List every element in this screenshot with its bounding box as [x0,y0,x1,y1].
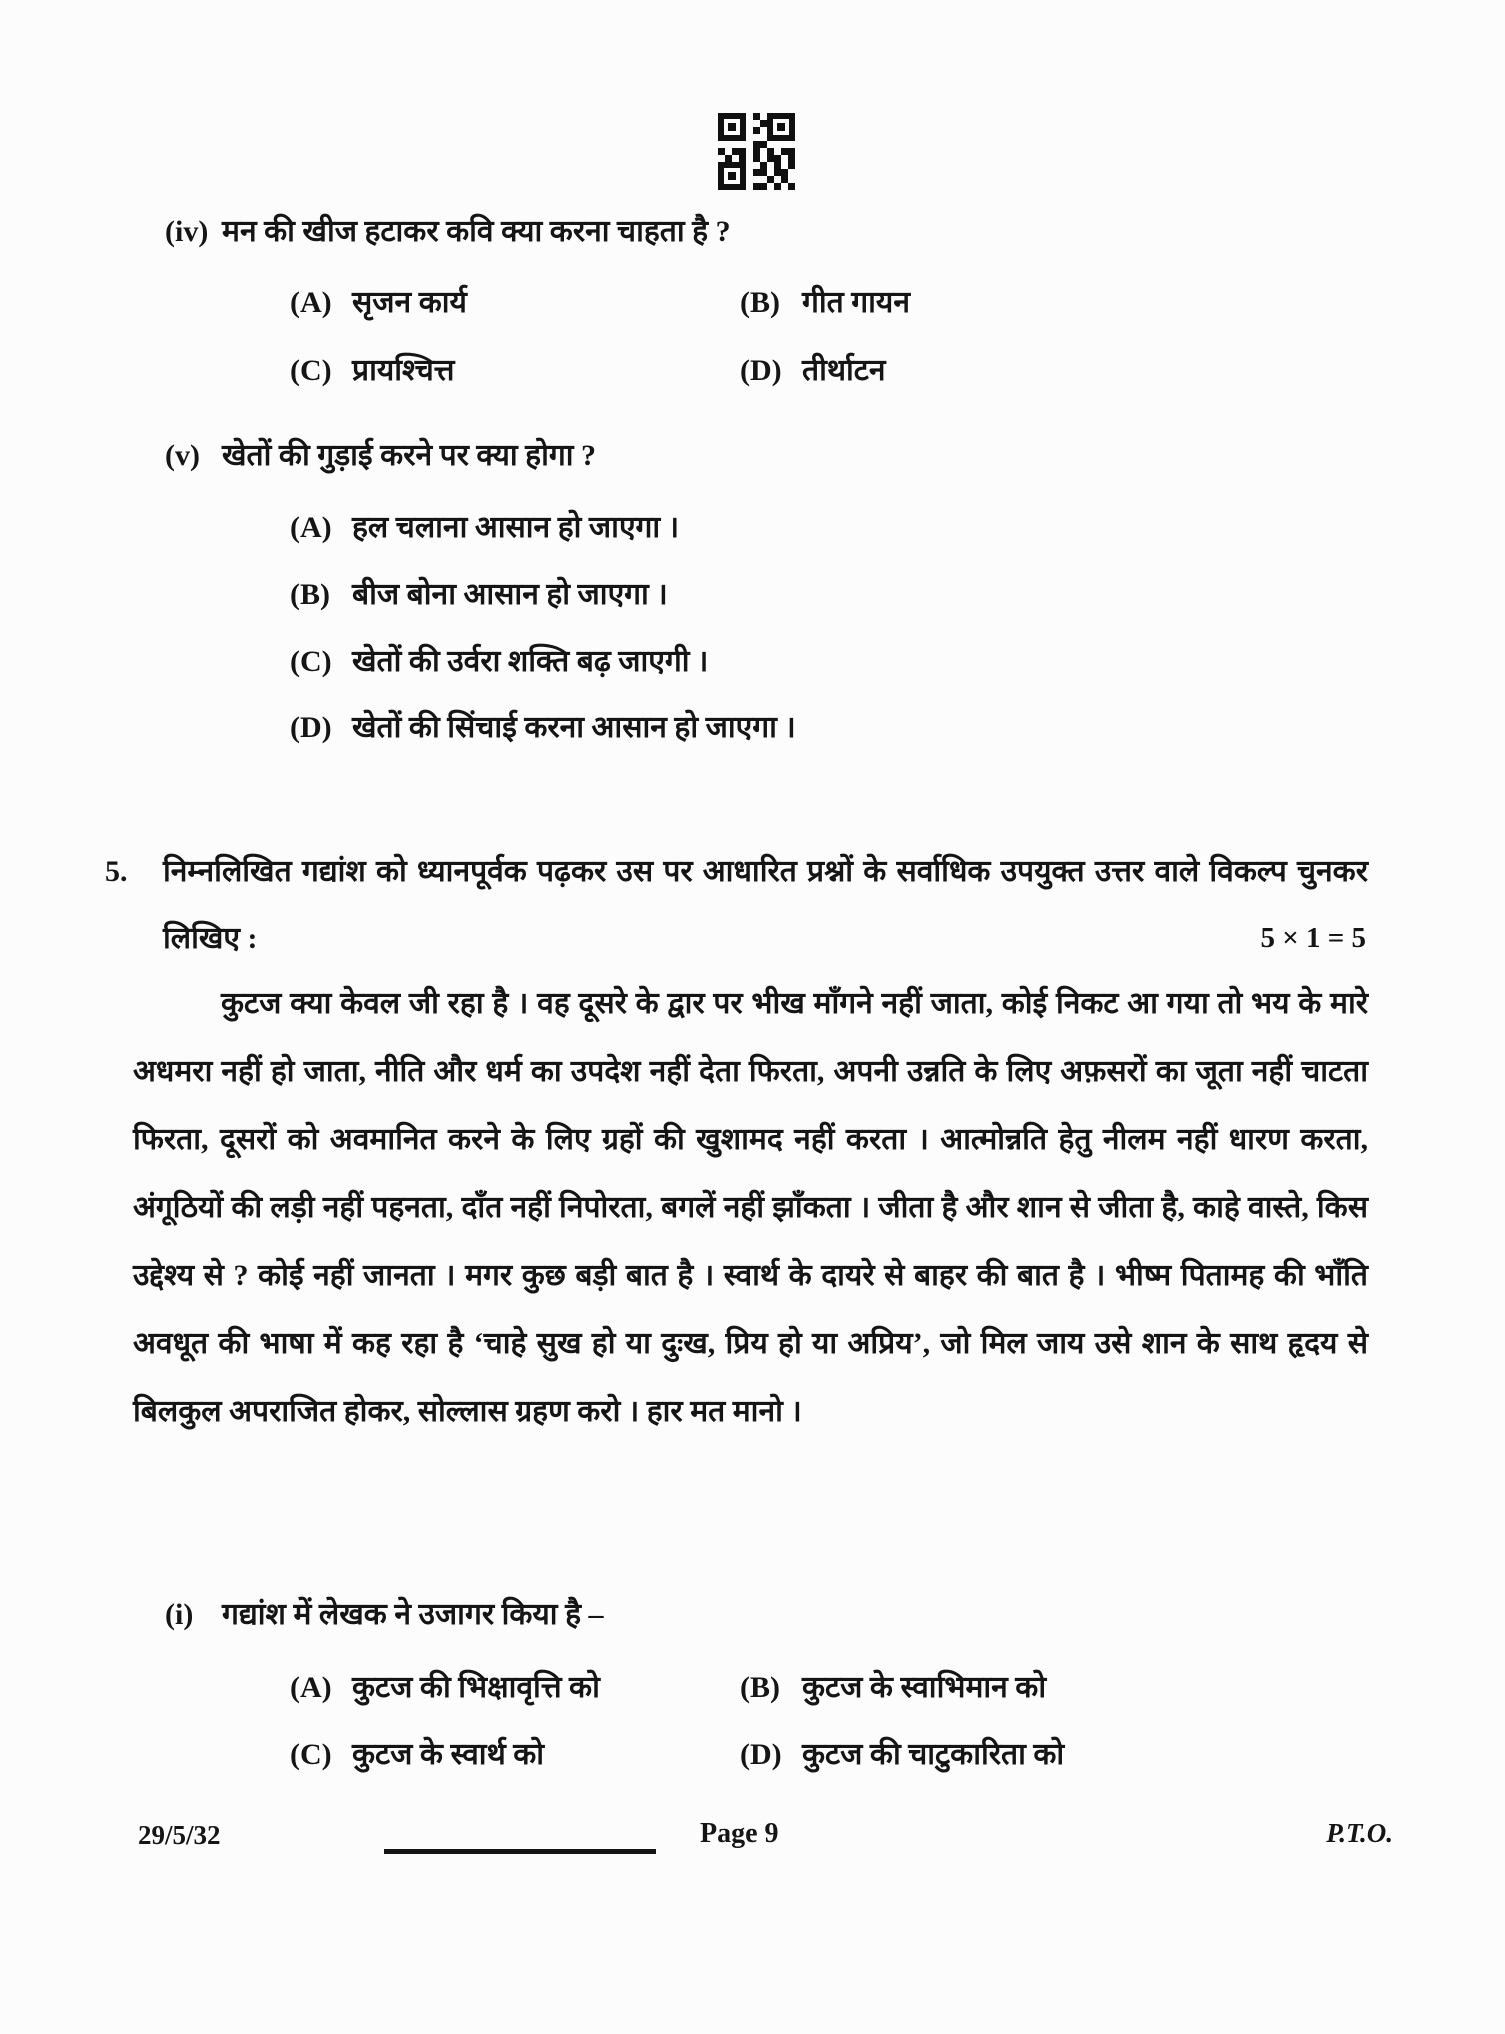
option-iv-c [290,351,455,391]
option-i-b [740,1668,1046,1708]
option-i-d-text: कुटज की चाटुकारिता को [802,1738,1065,1771]
option-v-d-label: (D) [290,711,332,744]
question-iv-text: मन की खीज हटाकर कवि क्या करना चाहता है ? [222,215,731,248]
option-iv-b-text: गीत गायन [802,286,910,319]
option-iv-b-label: (B) [740,286,780,319]
option-v-a-text: हल चलाना आसान हो जाएगा । [352,511,680,544]
option-i-d-label: (D) [740,1738,782,1771]
option-v-a [290,508,679,548]
option-iv-c-label: (C) [290,354,332,387]
question-v-number: (v) [165,439,200,472]
option-v-d-text: खेतों की सिंचाई करना आसान हो जाएगा । [352,711,796,744]
footer-pto: P.T.O. [1326,1818,1393,1848]
option-i-c-text: कुटज के स्वार्थ को [352,1738,545,1771]
option-i-a-text: कुटज की भिक्षावृत्ति को [352,1671,600,1704]
option-iv-d-text: तीर्थाटन [802,354,886,387]
question-5-text: निम्नलिखित गद्यांश को ध्यानपूर्वक पढ़कर उस पर आधारित प्रश्नों के सर्वाधिक उपयुक्त उत्तर वाले विकल्प चुनकर लिखिए : [163,855,1368,955]
option-v-c-label: (C) [290,645,332,678]
option-i-b-text: कुटज के स्वाभिमान को [802,1671,1047,1704]
option-iv-b [740,283,910,323]
question-5-marks: 5 × 1 = 5 [1260,922,1366,954]
option-iv-d-label: (D) [740,354,782,387]
footer-page-number: Page 9 [700,1818,779,1849]
question-i-text: गद्यांश में लेखक ने उजागर किया है – [222,1598,604,1631]
option-v-a-label: (A) [290,511,332,544]
footer-paper-code: 29/5/32 [138,1820,221,1850]
question-5-passage: कुटज क्या केवल जी रहा है । वह दूसरे के द्वार पर भीख माँगने नहीं जाता, कोई निकट आ गया तो भय के मारे अधमरा नहीं हो जाता, नीति और धर्म का उपदेश नहीं देता फिरता, अपनी उन्नति के लिए अफ़सरों का जूता नहीं चाटता फिरता, दूसरों को अवमानित करने के लिए ग्रहों की खुशामद नहीं करता । आत्मोन्नति हेतु नीलम नहीं धारण करता, अंगूठियों की लड़ी नहीं पहनता, दाँत नहीं निपोरता, बगलें नहीं झाँकता । जीता है और शान से जीता है, काहे वास्ते, किस उद्देश्य से ? कोई नहीं जानता । मगर कुछ बड़ी बात है । स्वार्थ के दायरे से बाहर की बात है । भीष्म पितामह की भाँति अवधूत की भाषा में कह रहा है ‘चाहे सुख हो या दुःख, प्रिय हो या अप्रिय’, जो मिल जाय उसे शान के साथ हृदय से बिलकुल अपराजित होकर, सोल्लास ग्रहण करो । हार मत मानो । [133,987,1368,1428]
footer-divider-line [384,1849,656,1854]
question-iv [165,212,731,252]
question-v [165,436,596,476]
option-iv-a [290,283,467,323]
question-i [165,1595,604,1635]
option-i-c-label: (C) [290,1738,332,1771]
option-iv-a-label: (A) [290,286,332,319]
option-v-b-text: बीज बोना आसान हो जाएगा । [352,578,668,611]
option-iv-a-text: सृजन कार्य [352,286,467,319]
question-5 [105,838,1368,972]
qr-code [718,113,795,190]
option-i-d [740,1735,1064,1775]
option-i-c [290,1735,544,1775]
question-v-text: खेतों की गुड़ाई करने पर क्या होगा ? [222,439,597,472]
option-v-b-label: (B) [290,578,330,611]
question-i-number: (i) [165,1598,194,1631]
option-iv-c-text: प्रायश्चित्त [352,354,455,387]
question-5-number: 5. [105,855,128,888]
option-iv-d [740,351,886,391]
option-v-b [290,575,668,615]
option-v-c-text: खेतों की उर्वरा शक्ति बढ़ जाएगी । [352,645,709,678]
option-i-b-label: (B) [740,1671,780,1704]
question-iv-number: (iv) [165,215,209,248]
option-i-a [290,1668,600,1708]
option-i-a-label: (A) [290,1671,332,1704]
option-v-d [290,708,796,748]
option-v-c [290,642,708,682]
